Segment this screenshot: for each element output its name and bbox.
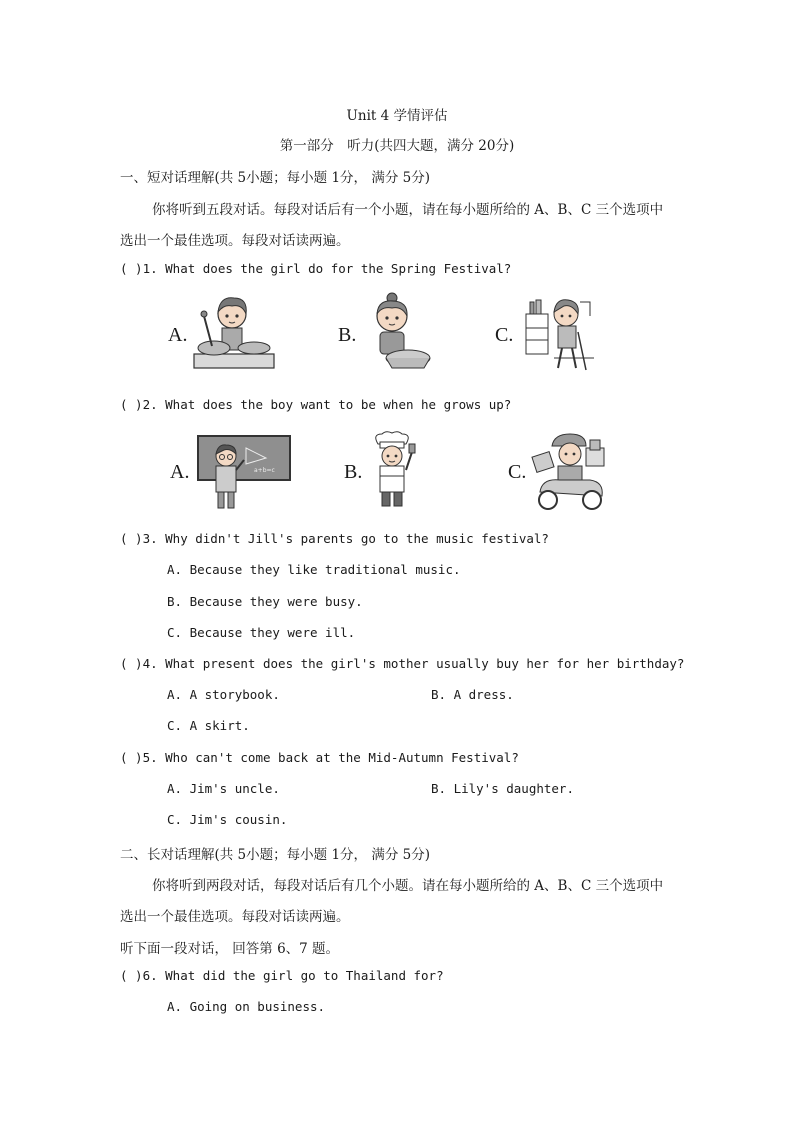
svg-text:a+b=c: a+b=c [254, 467, 275, 474]
q2-chef-illustration [366, 430, 418, 512]
question-6: ( )6. What did the girl go to Thailand for? [120, 968, 444, 983]
q2-option-c-label: C. [508, 461, 527, 483]
section1-instruction-line2: 选出一个最佳选项。每段对话读两遍。 [120, 233, 350, 249]
question-1: ( )1. What does the girl do for the Spring Festival? [120, 261, 512, 276]
q4-option-c: C. A skirt. [167, 718, 250, 733]
q5-option-c: C. Jim's cousin. [167, 812, 288, 827]
question-3: ( )3. Why didn't Jill's parents go to the music festival? [120, 531, 549, 546]
question-4: ( )4. What present does the girl's mother usually buy her for her birthday? [120, 656, 685, 671]
section2-instruction-line3: 听下面一段对话， 回答第 6、7 题。 [120, 941, 340, 957]
section1-instruction-line1: 你将听到五段对话。每段对话后有一个小题，请在每小题所给的 A、B、C 三个选项中 [152, 202, 664, 218]
q2-courier-illustration [530, 430, 610, 514]
q4-option-b: B. A dress. [431, 687, 514, 702]
q3-option-c: C. Because they were ill. [167, 625, 356, 640]
q2-option-a-label: A. [170, 461, 190, 483]
q5-option-a: A. Jim's uncle. [167, 781, 280, 796]
q3-option-a: A. Because they like traditional music. [167, 562, 461, 577]
section2-instruction-line1: 你将听到两段对话，每段对话后有几个小题。请在每小题所给的 A、B、C 三个选项中 [152, 878, 664, 894]
q6-option-a: A. Going on business. [167, 999, 326, 1014]
section2-instruction-line2: 选出一个最佳选项。每段对话读两遍。 [120, 909, 350, 925]
q1-option-c-label: C. [495, 324, 514, 346]
section1-heading: 一、短对话理解(共 5小题；每小题 1分， 满分 5分) [120, 170, 430, 186]
page-title: Unit 4 学情评估 [346, 108, 448, 124]
part-heading: 第一部分 听力(共四大题，满分 20分) [279, 138, 515, 154]
q1-option-a-label: A. [168, 324, 188, 346]
q1-cleaning-illustration [520, 292, 595, 374]
q2-teacher-illustration [196, 434, 292, 510]
q4-option-a: A. A storybook. [167, 687, 280, 702]
q5-option-b: B. Lily's daughter. [431, 781, 574, 796]
q3-option-b: B. Because they were busy. [167, 594, 363, 609]
q2-option-b-label: B. [344, 461, 363, 483]
q1-option-b-label: B. [338, 324, 357, 346]
question-5: ( )5. Who can't come back at the Mid-Autumn Festival? [120, 750, 519, 765]
question-2: ( )2. What does the boy want to be when he grows up? [120, 397, 512, 412]
q1-washing-illustration [362, 292, 432, 372]
section2-heading: 二、长对话理解(共 5小题；每小题 1分， 满分 5分) [120, 847, 430, 863]
q1-cooking-illustration [192, 292, 276, 372]
